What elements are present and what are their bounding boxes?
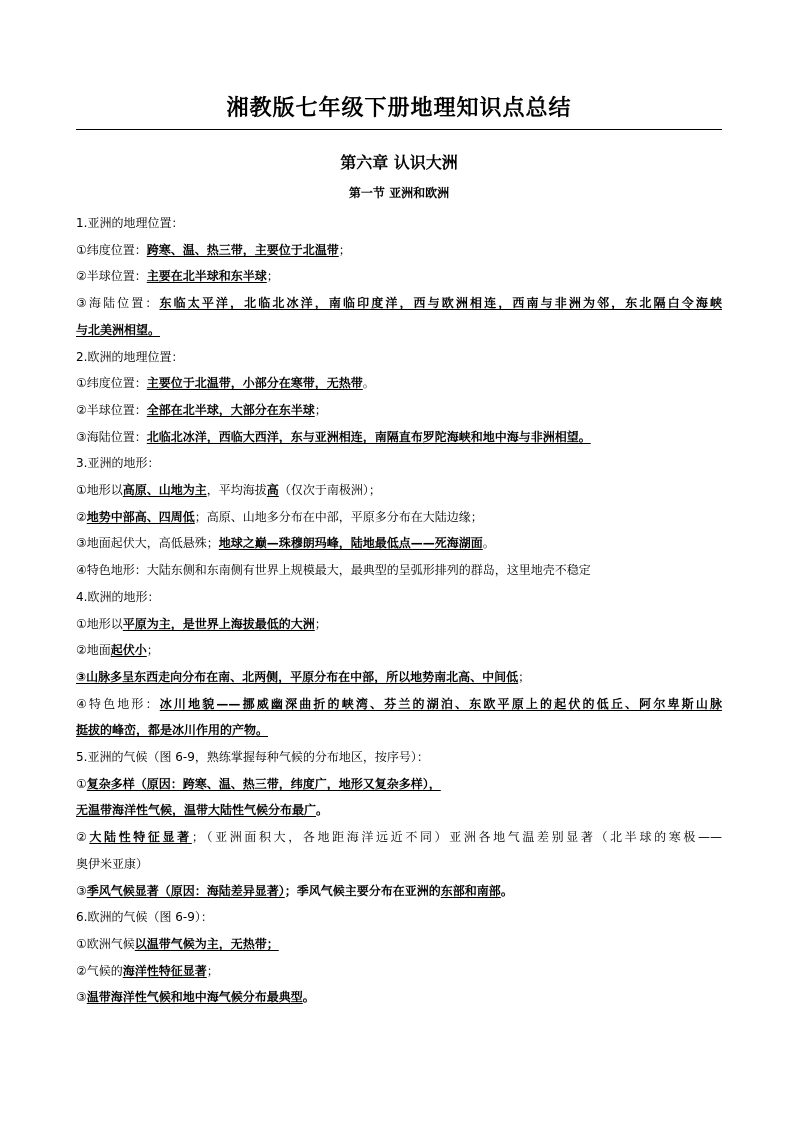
- text-segment: ①地形以: [76, 616, 123, 631]
- text-segment: 以温带气候为主，无热带；: [134, 936, 279, 951]
- text-segment: ③: [76, 883, 87, 898]
- text-segment: ；（亚洲面积大，各地距海洋远近不同）亚洲各地气温差别显著（北半球的寒极——: [191, 830, 722, 845]
- text-segment: 主要在北半球和东半球: [146, 269, 267, 284]
- text-segment: ①纬度位置：: [76, 242, 147, 257]
- text-segment: ②半球位置：: [76, 402, 147, 417]
- text-segment: 东临太平洋，北临北冰洋，南临印度洋，西与欧洲相连，西南与非洲为邻，东北隔白令海峡: [159, 296, 722, 311]
- text-line: [76, 744, 722, 771]
- text-line: [76, 691, 722, 718]
- document-title: 湘教版七年级下册地理知识点总结: [226, 96, 572, 121]
- text-segment: ③山脉多呈东西走向分布在南、北两侧，平原分布在中部，所以地势南北高、中间低: [76, 669, 519, 684]
- text-segment: ；高原、山地多分布在中部，平原多分布在大陆边缘；: [194, 509, 483, 524]
- text-segment: 温带海洋性气候和地中海气候分布最典型: [86, 990, 303, 1005]
- text-segment: 。: [316, 803, 329, 818]
- text-line: [76, 370, 722, 397]
- text-line: [76, 771, 722, 798]
- title-divider: [76, 129, 722, 130]
- text-line: [76, 664, 722, 691]
- text-segment: ；: [314, 402, 327, 417]
- text-segment: 主要位于北温带，小部分在寒带，无热带: [146, 376, 363, 391]
- text-line: [76, 637, 722, 664]
- text-line: [76, 611, 722, 638]
- text-segment: 海洋性特征显著: [122, 963, 207, 978]
- text-segment: 平原为主，是世界上海拔最低的大洲: [122, 616, 315, 631]
- text-segment: ；季风气候主要分布在亚洲的: [284, 883, 441, 898]
- text-segment: ②半球位置：: [76, 269, 147, 284]
- text-segment: （仅次于南极洲）；: [278, 483, 381, 498]
- text-segment: 奥伊米亚康）: [76, 856, 149, 871]
- text-segment: 挺拔的峰峦，都是冰川作用的产物。: [76, 723, 269, 738]
- text-line: [76, 851, 722, 878]
- text-segment: 5.亚洲的气候（图 6-9，熟练掌握每种气候的分布地区，按序号）：: [76, 750, 429, 765]
- text-line: [76, 958, 722, 985]
- text-line: [76, 904, 722, 931]
- text-segment: 跨寒、温、热三带，主要位于北温带: [146, 242, 339, 257]
- text-line: [76, 210, 722, 237]
- text-segment: ；: [518, 669, 531, 684]
- text-segment: ①: [76, 776, 87, 791]
- text-line: [76, 450, 722, 477]
- text-segment: ②: [76, 830, 90, 845]
- text-line: [76, 477, 722, 504]
- text-line: [76, 931, 722, 958]
- text-segment: ①欧洲气候: [76, 936, 135, 951]
- text-segment: ②: [76, 509, 87, 524]
- text-segment: 冰川地貌——挪威幽深曲折的峡湾、芬兰的湖泊、东欧平原上的起伏的低丘、阿尔卑斯山脉: [159, 696, 722, 711]
- text-segment: ①地形以: [76, 483, 123, 498]
- text-segment: 全部在北半球，大部分在东半球: [146, 402, 315, 417]
- text-segment: ；: [146, 643, 159, 658]
- text-segment: ；: [206, 963, 219, 978]
- text-segment: 高: [266, 483, 279, 498]
- text-segment: ；: [338, 242, 351, 257]
- text-line: [76, 824, 722, 851]
- text-segment: 。: [482, 536, 495, 551]
- text-line: [76, 424, 722, 451]
- text-segment: 。: [500, 883, 513, 898]
- text-segment: 1.亚洲的地理位置：: [76, 216, 184, 230]
- text-segment: 高原、山地为主: [122, 483, 207, 498]
- text-segment: ②地面: [76, 643, 111, 658]
- text-segment: 复杂多样（原因：跨寒、温、热三带，纬度广，地形又复杂多样），: [86, 776, 441, 791]
- text-segment: 。: [362, 376, 375, 391]
- text-line: [76, 717, 722, 744]
- text-segment: 6.欧洲的气候（图 6-9）：: [76, 910, 213, 925]
- text-segment: ④特色地形：大陆东侧和东南侧有世界上规模最大，最典型的呈弧形排列的群岛，这里地壳不稳定: [76, 563, 591, 578]
- text-segment: ，平均海拔: [206, 483, 267, 498]
- text-line: [76, 317, 722, 344]
- text-line: [76, 290, 722, 317]
- text-segment: 4.欧洲的地形：: [76, 589, 160, 604]
- text-segment: 起伏小: [110, 643, 147, 658]
- text-segment: ④特色地形：: [76, 696, 160, 711]
- section-heading: 第一节 亚洲和欧洲: [348, 186, 450, 200]
- text-line: [76, 557, 722, 584]
- text-line: [76, 530, 722, 557]
- text-line: [76, 504, 722, 531]
- document-body: [76, 210, 722, 1011]
- text-segment: 东部和南部: [440, 883, 501, 898]
- text-line: [76, 584, 722, 611]
- text-line: [76, 878, 722, 905]
- chapter-heading: 第六章 认识大洲: [340, 153, 458, 172]
- text-line: [76, 797, 722, 824]
- text-segment: ②气候的: [76, 963, 123, 978]
- text-segment: 。: [302, 990, 315, 1005]
- text-line: [76, 344, 722, 371]
- text-line: [76, 237, 722, 264]
- text-segment: ；: [314, 616, 327, 631]
- text-line: [76, 984, 722, 1011]
- text-segment: ③: [76, 990, 87, 1005]
- text-segment: 季风气候显著（原因：海陆差异显著）: [86, 883, 285, 898]
- text-segment: ①纬度位置：: [76, 376, 147, 391]
- text-segment: ③海陆位置：: [76, 296, 160, 311]
- text-line: [76, 397, 722, 424]
- text-segment: 北临北冰洋，西临大西洋，东与亚洲相连，南隔直布罗陀海峡和地中海与非洲相望。: [146, 429, 591, 444]
- text-segment: 2.欧洲的地理位置：: [76, 349, 184, 364]
- text-segment: 与北美洲相望。: [76, 322, 161, 337]
- text-segment: ；: [266, 269, 279, 284]
- text-segment: ③海陆位置：: [76, 429, 147, 444]
- text-segment: 3.亚洲的地形：: [76, 456, 160, 471]
- text-line: [76, 263, 722, 290]
- text-segment: ③地面起伏大，高低悬殊；: [76, 536, 219, 551]
- text-segment: 无温带海洋性气候，温带大陆性气候分布最广: [76, 803, 317, 818]
- text-segment: 大陆性特征显著: [89, 830, 192, 845]
- text-segment: 地球之巅—珠穆朗玛峰，陆地最低点——死海湖面: [218, 536, 483, 551]
- text-segment: 地势中部高、四周低: [86, 509, 195, 524]
